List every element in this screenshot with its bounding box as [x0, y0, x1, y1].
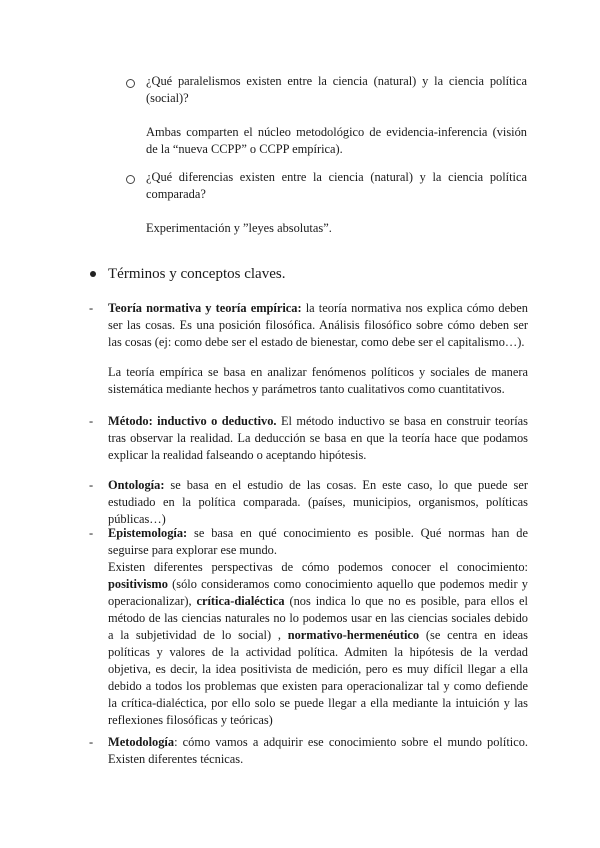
text-ontologia: se basa en el estudio de las cosas. En este caso, lo que puede ser estudiado en la política comparada. (países, municipios, organismos, políticas públicas…) — [108, 478, 528, 526]
dash-bullet: - — [89, 301, 94, 315]
dash-bullet: - — [89, 478, 94, 492]
dash-bullet: - — [89, 414, 94, 428]
circle-bullet — [126, 175, 135, 184]
item-teoria — [108, 300, 528, 351]
term-epistemologia: Epistemología: — [108, 526, 188, 540]
circle-bullet — [126, 79, 135, 88]
section-heading: Términos y conceptos claves. — [108, 266, 286, 282]
item-ontologia — [108, 477, 528, 528]
item-epistemologia — [108, 525, 528, 559]
text-teoria: la teoría normativa nos explica cómo deben ser las cosas. Es una posición filosófica. Análisis filosófico sobre cómo deben ser las cosas (ej: como debe ser el estado de bienestar, como debe ser el capitalismo…). — [108, 301, 528, 349]
answer-1: Ambas comparten el núcleo metodológico de evidencia-inferencia (visión de la “nueva CCPP” o CCPP empírica). — [146, 125, 527, 156]
perspectivas-intro: Existen diferentes perspectivas de cómo podemos conocer el conocimiento: — [108, 560, 528, 574]
term-metodo: Método: inductivo o deductivo. — [108, 414, 277, 428]
term-metodologia: Metodología — [108, 735, 175, 749]
term-critica-dialectica: crítica-dialéctica — [196, 594, 285, 608]
item-teoria-empirica: La teoría empírica se basa en analizar fenómenos políticos y sociales de manera sistemática mediante hechos y parámetros tanto cualitativos como cuantitativos. — [108, 365, 528, 396]
dash-bullet: - — [89, 735, 94, 749]
item-epistemologia-perspectivas — [108, 559, 528, 729]
item-metodo — [108, 413, 528, 464]
term-positivismo: positivismo — [108, 577, 168, 591]
item-metodologia — [108, 734, 528, 768]
perspectivas-text-a: (sólo consideramos como conocimiento aquello que podemos medir y operacionalizar), — [108, 577, 528, 608]
text-metodologia: : cómo vamos a adquirir ese conocimiento sobre el mundo político. Existen diferentes técnicas. — [108, 735, 528, 766]
term-teoria: Teoría normativa y teoría empírica: — [108, 301, 302, 315]
term-normativo-hermeneutico: normativo-hermenéutico — [287, 628, 420, 642]
question-1: ¿Qué paralelismos existen entre la ciencia (natural) y la ciencia política (social)? — [146, 74, 527, 105]
text-epistemologia: se basa en qué conocimiento es posible. Qué normas han de seguirse para explorar ese mundo. — [108, 526, 528, 557]
text-metodo: El método inductivo se basa en construir teorías tras observar la realidad. La deducción se basa en que la teoría hace que podamos explicar la realidad falseando o aceptando hipótesis. — [108, 414, 528, 462]
answer-2: Experimentación y ”leyes absolutas”. — [146, 221, 332, 235]
dash-bullet: - — [89, 526, 94, 540]
perspectivas-text-b: (nos indica lo que no es posible, para ellos el método de las ciencias naturales no lo podemos usar en las ciencias sociales debido a la subjetividad de lo social) , — [108, 594, 528, 642]
perspectivas-text-c: (se centra en ideas políticas y valores de la actividad política. Admiten la hipótesis de la verdad objetiva, es decir, la idea positivista de medición, pero es muy difícil llegar a ella debido a todos los problemas que existen para operacionalizar tal y como defiende la crítica-dialéctica, por ello solo se puede llegar a ella mediante la intuición y las reflexiones filosóficas y teóricas) — [108, 628, 528, 727]
term-ontologia: Ontología: — [108, 478, 165, 492]
question-2: ¿Qué diferencias existen entre la ciencia (natural) y la ciencia política comparada? — [146, 170, 527, 201]
round-bullet — [90, 271, 96, 277]
